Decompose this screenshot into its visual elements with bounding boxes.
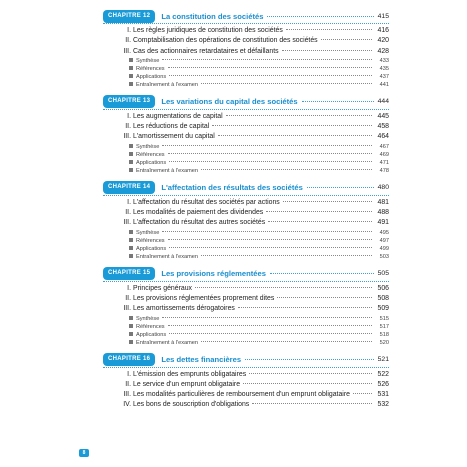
section-title: Cas des actionnaires retardataires et défaillants	[133, 47, 279, 55]
square-bullet-icon	[129, 324, 133, 328]
leader-dots	[201, 255, 372, 256]
sub-title: Entraînement à l'examen	[136, 81, 199, 88]
sub-title: Synthèse	[136, 229, 160, 236]
section-page-number: 458	[377, 123, 389, 131]
leader-dots	[307, 187, 374, 188]
square-bullet-icon	[129, 144, 133, 148]
toc-section-entry[interactable]	[103, 123, 389, 133]
section-number: III.	[123, 305, 131, 313]
square-bullet-icon	[129, 58, 133, 62]
leader-dots	[169, 161, 372, 162]
section-number: III.	[123, 391, 131, 399]
leader-dots	[277, 297, 372, 298]
leader-dots	[201, 83, 372, 84]
chapter-block	[103, 353, 389, 412]
sub-page-number: 520	[379, 339, 389, 346]
sub-title: Synthèse	[136, 143, 160, 150]
square-bullet-icon	[129, 238, 133, 242]
sub-page-number: 441	[379, 81, 389, 88]
section-page-number: 464	[377, 133, 389, 141]
section-title: Les modalités de paiement des dividendes	[133, 209, 264, 217]
section-page-number: 522	[377, 370, 389, 378]
toc-sub-entry[interactable]	[103, 58, 389, 66]
chapter-heading[interactable]	[103, 181, 389, 196]
sub-page-number: 495	[379, 229, 389, 236]
chapter-block	[103, 267, 389, 348]
sub-label-wrap	[103, 144, 159, 150]
square-bullet-icon	[129, 340, 133, 344]
sub-label-wrap	[103, 82, 198, 88]
sub-title: Entraînement à l'examen	[136, 339, 199, 346]
section-title: L'affectation du résultat des sociétés par actions	[133, 198, 280, 206]
toc-section-entry[interactable]	[103, 285, 389, 295]
sub-page-number: 518	[379, 331, 389, 338]
chapter-title: Les dettes financières	[161, 355, 242, 365]
section-number: I.	[127, 370, 131, 378]
sub-title: Applications	[136, 331, 167, 338]
table-of-contents	[103, 9, 389, 417]
toc-sub-entry[interactable]	[103, 324, 389, 332]
leader-dots	[286, 29, 372, 30]
toc-sub-entry[interactable]	[103, 144, 389, 152]
sub-title: Entraînement à l'examen	[136, 167, 199, 174]
chapter-title: La constitution des sociétés	[161, 11, 264, 21]
sub-title: Références	[136, 65, 165, 72]
toc-section-entry[interactable]	[103, 27, 389, 37]
sub-page-number: 435	[379, 65, 389, 72]
chapter-title: Les variations du capital des sociétés	[161, 97, 298, 107]
sub-label-wrap	[103, 168, 198, 174]
leader-dots	[266, 211, 372, 212]
section-number: III.	[123, 133, 131, 141]
sub-page-number: 517	[379, 323, 389, 330]
sub-title: Applications	[136, 159, 167, 166]
section-label-wrap	[103, 133, 215, 140]
chapter-page-number: 521	[377, 356, 389, 364]
section-number: I.	[127, 27, 131, 34]
section-page-number: 488	[377, 209, 389, 217]
chapter-badge: CHAPITRE 15	[103, 267, 155, 280]
section-number: III.	[123, 47, 131, 55]
sub-page-number: 469	[379, 151, 389, 158]
toc-section-entry[interactable]	[103, 305, 389, 315]
square-bullet-icon	[129, 246, 133, 250]
section-page-number: 532	[377, 401, 389, 409]
leader-dots	[238, 307, 372, 308]
leader-dots	[195, 287, 372, 288]
chapter-badge: CHAPITRE 12	[103, 10, 155, 23]
page-folio: 8	[79, 449, 89, 457]
leader-dots	[168, 325, 372, 326]
sub-label-wrap	[103, 246, 166, 252]
sub-page-number: 433	[379, 57, 389, 64]
section-label-wrap	[103, 199, 280, 206]
toc-sub-entry[interactable]	[103, 82, 389, 90]
section-page-number: 420	[377, 37, 389, 45]
section-page-number: 491	[377, 219, 389, 227]
leader-dots	[243, 383, 372, 384]
chapter-badge: CHAPITRE 16	[103, 353, 155, 366]
section-page-number: 526	[377, 380, 389, 388]
section-title: Comptabilisation des opérations de constitution des sociétés	[133, 37, 318, 45]
section-number: II.	[125, 209, 131, 217]
chapter-title: L'affectation des résultats des sociétés	[161, 183, 303, 193]
section-page-number: 445	[377, 112, 389, 120]
sub-page-number: 515	[379, 315, 389, 322]
section-page-number: 506	[377, 284, 389, 292]
leader-dots	[282, 50, 372, 51]
chapter-block	[103, 9, 389, 90]
section-number: II.	[125, 294, 131, 302]
section-label-wrap	[103, 305, 235, 312]
section-number: IV.	[123, 401, 131, 409]
chapter-page-number: 505	[377, 270, 389, 278]
section-page-number: 416	[377, 27, 389, 34]
sub-page-number: 478	[379, 167, 389, 174]
section-title: Les augmentations de capital	[133, 112, 223, 120]
section-label-wrap	[103, 123, 209, 130]
section-page-number: 508	[377, 294, 389, 302]
sub-label-wrap	[103, 74, 166, 80]
section-title: Les amortissements dérogatoires	[133, 305, 235, 313]
sub-label-wrap	[103, 254, 198, 260]
leader-dots	[226, 115, 372, 116]
toc-sub-entry[interactable]	[103, 74, 389, 82]
sub-label-wrap	[103, 324, 165, 330]
sub-title: Références	[136, 151, 165, 158]
section-label-wrap	[103, 48, 279, 55]
leader-dots	[283, 201, 372, 202]
toc-section-entry[interactable]	[103, 219, 389, 229]
section-number: II.	[125, 380, 131, 388]
sub-page-number: 437	[379, 73, 389, 80]
toc-section-entry[interactable]	[103, 391, 389, 401]
chapter-heading[interactable]	[103, 353, 389, 368]
chapter-page-number: 415	[377, 12, 389, 20]
leader-dots	[169, 75, 372, 76]
leader-dots	[212, 125, 372, 126]
toc-section-entry[interactable]	[103, 209, 389, 219]
sub-label-wrap	[103, 230, 159, 236]
section-title: Le service d'un emprunt obligataire	[133, 380, 241, 388]
section-label-wrap	[103, 391, 350, 398]
sub-label-wrap	[103, 316, 159, 322]
chapter-page-number: 444	[377, 98, 389, 106]
chapter-heading[interactable]	[103, 9, 389, 24]
toc-section-entry[interactable]	[103, 48, 389, 58]
toc-section-entry[interactable]	[103, 295, 389, 305]
toc-sub-entry[interactable]	[103, 230, 389, 238]
section-label-wrap	[103, 381, 240, 388]
chapter-block	[103, 181, 389, 262]
leader-dots	[353, 393, 372, 394]
square-bullet-icon	[129, 332, 133, 336]
sub-title: Synthèse	[136, 315, 160, 322]
toc-sub-entry[interactable]	[103, 332, 389, 340]
square-bullet-icon	[129, 66, 133, 70]
square-bullet-icon	[129, 82, 133, 86]
sub-title: Applications	[136, 73, 167, 80]
toc-section-entry[interactable]	[103, 199, 389, 209]
leader-dots	[201, 169, 372, 170]
sub-label-wrap	[103, 66, 165, 72]
sub-title: Références	[136, 323, 165, 330]
leader-dots	[201, 341, 372, 342]
toc-sub-entry[interactable]	[103, 168, 389, 176]
section-page-number: 481	[377, 198, 389, 206]
leader-dots	[270, 273, 374, 274]
toc-sub-entry[interactable]	[103, 238, 389, 246]
sub-page-number: 467	[379, 143, 389, 150]
toc-sub-entry[interactable]	[103, 340, 389, 348]
section-title: L'affectation du résultat des autres sociétés	[133, 219, 266, 227]
toc-section-entry[interactable]	[103, 401, 389, 411]
section-label-wrap	[103, 219, 265, 226]
section-label-wrap	[103, 209, 263, 216]
section-title: L'émission des emprunts obligataires	[133, 370, 247, 378]
section-label-wrap	[103, 401, 249, 408]
sub-page-number: 497	[379, 237, 389, 244]
square-bullet-icon	[129, 160, 133, 164]
toc-section-entry[interactable]	[103, 113, 389, 123]
section-number: II.	[125, 123, 131, 131]
chapter-heading[interactable]	[103, 267, 389, 282]
section-label-wrap	[103, 371, 246, 378]
section-label-wrap	[103, 27, 283, 34]
sub-page-number: 503	[379, 253, 389, 260]
leader-dots	[169, 247, 372, 248]
chapter-block	[103, 95, 389, 176]
section-title: L'amortissement du capital	[133, 133, 215, 141]
section-number: II.	[125, 37, 131, 45]
leader-dots	[168, 239, 372, 240]
leader-dots	[162, 59, 372, 60]
section-title: Les bons de souscription d'obligations	[133, 401, 250, 409]
section-page-number: 509	[377, 305, 389, 313]
square-bullet-icon	[129, 254, 133, 258]
chapter-page-number: 480	[377, 184, 389, 192]
sub-label-wrap	[103, 152, 165, 158]
leader-dots	[267, 16, 373, 17]
section-page-number: 428	[377, 47, 389, 55]
section-label-wrap	[103, 285, 192, 292]
square-bullet-icon	[129, 230, 133, 234]
toc-sub-entry[interactable]	[103, 66, 389, 74]
sub-title: Références	[136, 237, 165, 244]
leader-dots	[168, 67, 372, 68]
chapter-badge: CHAPITRE 14	[103, 181, 155, 194]
leader-dots	[168, 153, 372, 154]
toc-sub-entry[interactable]	[103, 246, 389, 254]
chapter-title: Les provisions réglementées	[161, 269, 266, 279]
toc-sub-entry[interactable]	[103, 152, 389, 160]
sub-label-wrap	[103, 58, 159, 64]
sub-page-number: 471	[379, 159, 389, 166]
toc-sub-entry[interactable]	[103, 316, 389, 324]
section-number: I.	[127, 198, 131, 206]
chapter-badge: CHAPITRE 13	[103, 95, 155, 108]
square-bullet-icon	[129, 152, 133, 156]
section-label-wrap	[103, 37, 318, 44]
section-title: Les réductions de capital	[133, 123, 210, 131]
leader-dots	[249, 373, 372, 374]
square-bullet-icon	[129, 316, 133, 320]
section-title: Principes généraux	[133, 284, 192, 292]
leader-dots	[162, 145, 372, 146]
leader-dots	[218, 135, 372, 136]
sub-label-wrap	[103, 340, 198, 346]
toc-section-entry[interactable]	[103, 37, 389, 47]
section-title: Les règles juridiques de constitution des sociétés	[133, 27, 283, 34]
leader-dots	[321, 39, 372, 40]
square-bullet-icon	[129, 74, 133, 78]
toc-section-entry[interactable]	[103, 133, 389, 143]
section-page-number: 531	[377, 391, 389, 399]
section-label-wrap	[103, 295, 274, 302]
section-title: Les modalités particulières de remboursement d'un emprunt obligataire	[133, 391, 350, 399]
section-title: Les provisions réglementées proprement dites	[133, 294, 275, 302]
square-bullet-icon	[129, 168, 133, 172]
chapter-heading[interactable]	[103, 95, 389, 110]
section-number: III.	[123, 219, 131, 227]
sub-title: Synthèse	[136, 57, 160, 64]
toc-section-entry[interactable]	[103, 371, 389, 381]
section-number: I.	[127, 112, 131, 120]
toc-section-entry[interactable]	[103, 381, 389, 391]
leader-dots	[252, 403, 372, 404]
section-number: I.	[127, 284, 131, 292]
toc-sub-entry[interactable]	[103, 160, 389, 168]
leader-dots	[169, 333, 372, 334]
leader-dots	[268, 221, 372, 222]
section-label-wrap	[103, 113, 223, 120]
sub-label-wrap	[103, 238, 165, 244]
sub-title: Entraînement à l'examen	[136, 253, 199, 260]
sub-label-wrap	[103, 160, 166, 166]
leader-dots	[302, 101, 374, 102]
sub-label-wrap	[103, 332, 166, 338]
leader-dots	[162, 231, 372, 232]
leader-dots	[245, 359, 374, 360]
sub-title: Applications	[136, 245, 167, 252]
sub-page-number: 499	[379, 245, 389, 252]
leader-dots	[162, 317, 372, 318]
toc-sub-entry[interactable]	[103, 254, 389, 262]
